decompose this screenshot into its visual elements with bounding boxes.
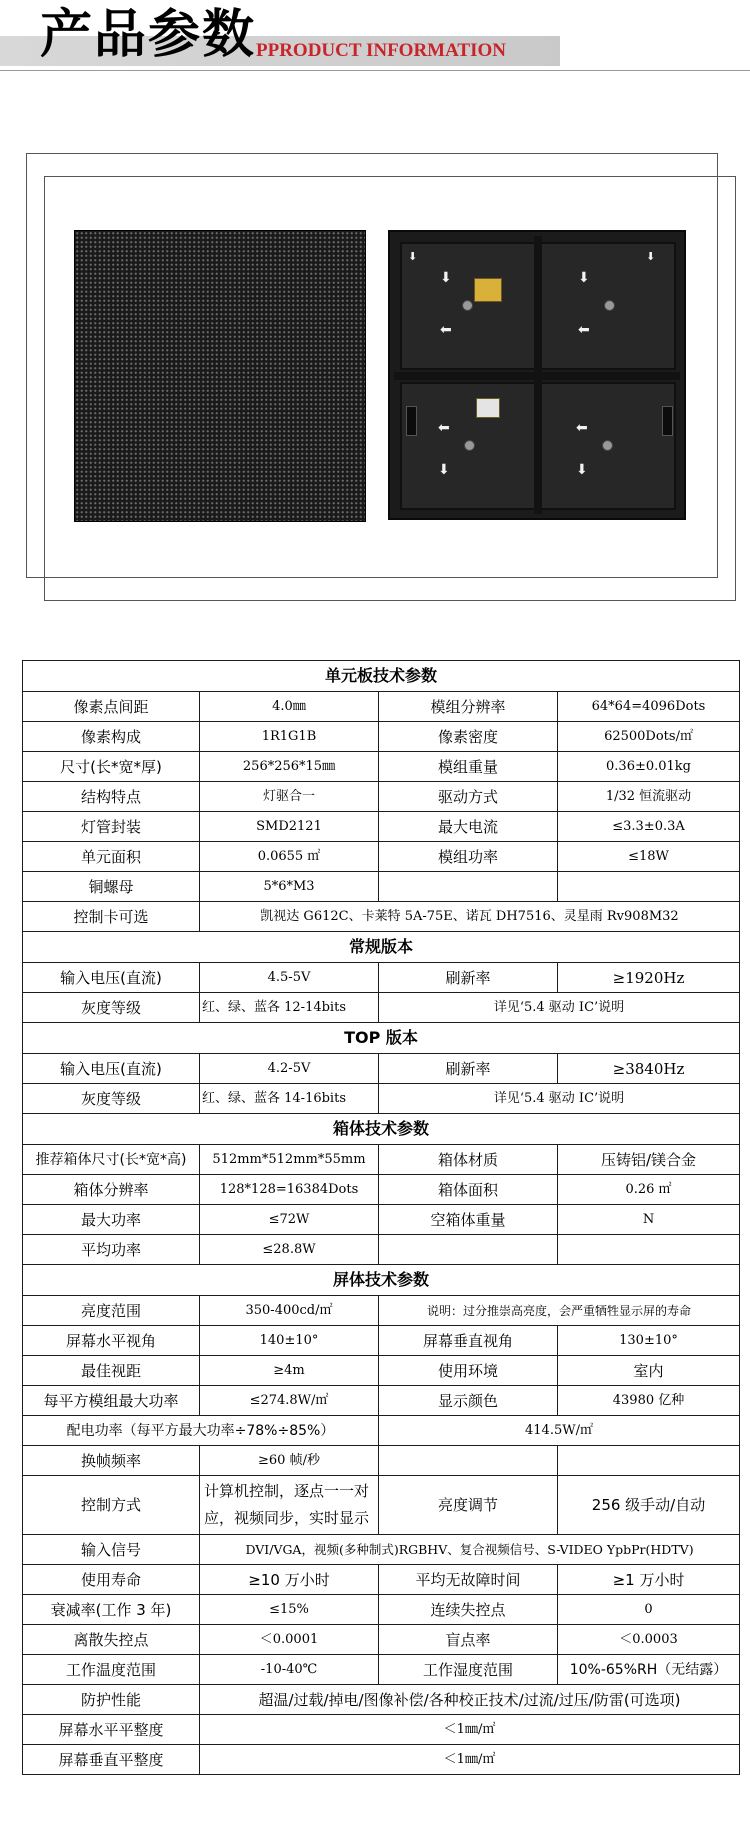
table-row bbox=[23, 1685, 740, 1715]
table-row bbox=[23, 1145, 740, 1175]
spec-value: ＜0.0001 bbox=[200, 1625, 379, 1655]
spec-label: 控制方式 bbox=[23, 1476, 200, 1535]
spec-label bbox=[379, 872, 558, 902]
data-connector bbox=[476, 398, 500, 418]
spec-label: 配电功率（每平方最大功率÷78%÷85%） bbox=[23, 1416, 379, 1446]
spec-value bbox=[558, 872, 740, 902]
spec-value: ≥60 帧/秒 bbox=[200, 1446, 379, 1476]
spec-label: 箱体材质 bbox=[379, 1145, 558, 1175]
spec-label: 显示颜色 bbox=[379, 1386, 558, 1416]
spec-label: 结构特点 bbox=[23, 782, 200, 812]
chip-icon bbox=[406, 406, 417, 436]
spec-label: 屏幕水平视角 bbox=[23, 1326, 200, 1356]
spec-value: 详见‘5.4 驱动 IC’说明 bbox=[379, 1084, 740, 1114]
table-row bbox=[23, 1296, 740, 1326]
spec-label: 铜螺母 bbox=[23, 872, 200, 902]
down-arrow-icon: ⬇ bbox=[440, 270, 452, 286]
spec-label: 屏幕垂直平整度 bbox=[23, 1745, 200, 1775]
table-row bbox=[23, 1655, 740, 1685]
spec-label: 输入电压(直流) bbox=[23, 1054, 200, 1084]
spec-value: 0.0655 ㎡ bbox=[200, 842, 379, 872]
table-row bbox=[23, 1476, 740, 1535]
spec-label: 箱体分辨率 bbox=[23, 1175, 200, 1205]
spec-value: ≥1920Hz bbox=[558, 963, 740, 993]
spec-value: N bbox=[558, 1205, 740, 1235]
spec-label: 刷新率 bbox=[379, 1054, 558, 1084]
spec-label: 灰度等级 bbox=[23, 1084, 200, 1114]
banner-divider bbox=[0, 70, 750, 71]
table-row bbox=[23, 902, 740, 932]
table-row bbox=[23, 1205, 740, 1235]
spec-label: 灰度等级 bbox=[23, 993, 200, 1023]
table-row bbox=[23, 812, 740, 842]
spec-value: 灯驱合一 bbox=[200, 782, 379, 812]
table-row bbox=[23, 1715, 740, 1745]
section-title-regular: 常规版本 bbox=[23, 932, 740, 963]
back-quadrant bbox=[400, 242, 536, 370]
spec-value: ≤18W bbox=[558, 842, 740, 872]
spec-value: ≥1 万小时 bbox=[558, 1565, 740, 1595]
spec-label: 空箱体重量 bbox=[379, 1205, 558, 1235]
table-row bbox=[23, 1745, 740, 1775]
spec-value: 凯视达 G612C、卡莱特 5A-75E、诺瓦 DH7516、灵星雨 Rv908M32 bbox=[200, 902, 740, 932]
table-row bbox=[23, 1084, 740, 1114]
power-connector bbox=[474, 278, 502, 302]
table-row bbox=[23, 1175, 740, 1205]
spec-value: DVI/VGA，视频(多种制式)RGBHV、复合视频信号、S-VIDEO YpbPr(HDTV) bbox=[200, 1535, 740, 1565]
spec-label: 衰减率(工作 3 年) bbox=[23, 1595, 200, 1625]
spec-label: 输入信号 bbox=[23, 1535, 200, 1565]
spec-value: 0 bbox=[558, 1595, 740, 1625]
table-row bbox=[23, 1595, 740, 1625]
spec-value: ≤15% bbox=[200, 1595, 379, 1625]
spec-label: 推荐箱体尺寸(长*宽*高) bbox=[23, 1145, 200, 1175]
spec-note: 说明：过分推崇高亮度，会严重牺牲显示屏的寿命 bbox=[379, 1296, 740, 1326]
back-quadrant bbox=[540, 242, 676, 370]
spec-label: 使用寿命 bbox=[23, 1565, 200, 1595]
spec-label: 像素密度 bbox=[379, 722, 558, 752]
spec-label: 灯管封装 bbox=[23, 812, 200, 842]
spec-table bbox=[22, 660, 740, 1775]
table-row bbox=[23, 752, 740, 782]
spec-label: 工作温度范围 bbox=[23, 1655, 200, 1685]
spec-value: ≥10 万小时 bbox=[200, 1565, 379, 1595]
table-row bbox=[23, 993, 740, 1023]
led-module-front-image bbox=[74, 230, 366, 522]
page-subtitle: PPRODUCT INFORMATION bbox=[256, 40, 506, 61]
spec-label: 屏幕水平平整度 bbox=[23, 1715, 200, 1745]
spec-value: ≤274.8W/㎡ bbox=[200, 1386, 379, 1416]
spec-label bbox=[379, 1235, 558, 1265]
down-arrow-icon: ⬇ bbox=[408, 250, 418, 263]
down-arrow-icon: ⬇ bbox=[576, 462, 588, 478]
spec-label: 工作湿度范围 bbox=[379, 1655, 558, 1685]
down-arrow-icon: ⬇ bbox=[438, 462, 450, 478]
chip-icon bbox=[662, 406, 673, 436]
table-row bbox=[23, 1535, 740, 1565]
table-row bbox=[23, 692, 740, 722]
table-row bbox=[23, 1386, 740, 1416]
spec-value: 256*256*15㎜ bbox=[200, 752, 379, 782]
table-row bbox=[23, 1416, 740, 1446]
spec-value: SMD2121 bbox=[200, 812, 379, 842]
left-arrow-icon: ⬅ bbox=[576, 420, 588, 436]
spec-value bbox=[558, 1446, 740, 1476]
spec-label: 最佳视距 bbox=[23, 1356, 200, 1386]
spec-label: 箱体面积 bbox=[379, 1175, 558, 1205]
spec-value: 详见‘5.4 驱动 IC’说明 bbox=[379, 993, 740, 1023]
screw-icon bbox=[462, 300, 473, 311]
spec-value: ＜1㎜/㎡ bbox=[200, 1715, 740, 1745]
table-row bbox=[23, 722, 740, 752]
spec-label: 亮度调节 bbox=[379, 1476, 558, 1535]
spec-label: 连续失控点 bbox=[379, 1595, 558, 1625]
spec-label: 尺寸(长*宽*厚) bbox=[23, 752, 200, 782]
table-row bbox=[23, 872, 740, 902]
spec-value: ＜0.0003 bbox=[558, 1625, 740, 1655]
table-row bbox=[23, 1625, 740, 1655]
spec-value: ≤3.3±0.3A bbox=[558, 812, 740, 842]
spec-label: 亮度范围 bbox=[23, 1296, 200, 1326]
spec-label: 盲点率 bbox=[379, 1625, 558, 1655]
spec-value: 室内 bbox=[558, 1356, 740, 1386]
table-row bbox=[23, 842, 740, 872]
spec-value: 350-400cd/㎡ bbox=[200, 1296, 379, 1326]
spec-value: ≥3840Hz bbox=[558, 1054, 740, 1084]
table-row bbox=[23, 1356, 740, 1386]
spec-value: 512mm*512mm*55mm bbox=[200, 1145, 379, 1175]
spec-value: 4.2-5V bbox=[200, 1054, 379, 1084]
spec-value: ≤28.8W bbox=[200, 1235, 379, 1265]
spec-value: 10%-65%RH（无结露） bbox=[558, 1655, 740, 1685]
left-arrow-icon: ⬅ bbox=[438, 420, 450, 436]
spec-label: 平均功率 bbox=[23, 1235, 200, 1265]
spec-value: 压铸铝/镁合金 bbox=[558, 1145, 740, 1175]
spec-label: 模组重量 bbox=[379, 752, 558, 782]
back-quadrant bbox=[540, 382, 676, 510]
spec-value: 红、绿、蓝各 12-14bits bbox=[200, 993, 379, 1023]
spec-value: 256 级手动/自动 bbox=[558, 1476, 740, 1535]
spec-label: 离散失控点 bbox=[23, 1625, 200, 1655]
left-arrow-icon: ⬅ bbox=[578, 322, 590, 338]
spec-label: 屏幕垂直视角 bbox=[379, 1326, 558, 1356]
spec-value: 5*6*M3 bbox=[200, 872, 379, 902]
spec-label: 最大电流 bbox=[379, 812, 558, 842]
spec-value: ＜1㎜/㎡ bbox=[200, 1745, 740, 1775]
spec-label: 最大功率 bbox=[23, 1205, 200, 1235]
table-row bbox=[23, 1054, 740, 1084]
led-module-back-image bbox=[388, 230, 686, 520]
spec-value: 140±10° bbox=[200, 1326, 379, 1356]
spec-label: 使用环境 bbox=[379, 1356, 558, 1386]
table-row bbox=[23, 1446, 740, 1476]
spec-value: 1R1G1B bbox=[200, 722, 379, 752]
table-row bbox=[23, 1565, 740, 1595]
spec-value: 130±10° bbox=[558, 1326, 740, 1356]
section-title-screen: 屏体技术参数 bbox=[23, 1265, 740, 1296]
section-title-cabinet: 箱体技术参数 bbox=[23, 1114, 740, 1145]
spec-label: 模组功率 bbox=[379, 842, 558, 872]
page-title: 产品参数 bbox=[40, 4, 257, 65]
section-title-top: TOP 版本 bbox=[23, 1023, 740, 1054]
screw-icon bbox=[464, 440, 475, 451]
spec-label: 控制卡可选 bbox=[23, 902, 200, 932]
spec-value: 62500Dots/㎡ bbox=[558, 722, 740, 752]
down-arrow-icon: ⬇ bbox=[646, 250, 656, 263]
screw-icon bbox=[602, 440, 613, 451]
spec-value: 1/32 恒流驱动 bbox=[558, 782, 740, 812]
table-row bbox=[23, 1235, 740, 1265]
screw-icon bbox=[604, 300, 615, 311]
spec-value: -10-40℃ bbox=[200, 1655, 379, 1685]
spec-value: 43980 亿种 bbox=[558, 1386, 740, 1416]
spec-label: 像素构成 bbox=[23, 722, 200, 752]
spec-label: 刷新率 bbox=[379, 963, 558, 993]
spec-value: 超温/过载/掉电/图像补偿/各种校正技术/过流/过压/防雷(可选项) bbox=[200, 1685, 740, 1715]
down-arrow-icon: ⬇ bbox=[578, 270, 590, 286]
spec-value: ≤72W bbox=[200, 1205, 379, 1235]
spec-label: 像素点间距 bbox=[23, 692, 200, 722]
spec-label: 单元面积 bbox=[23, 842, 200, 872]
spec-label: 每平方模组最大功率 bbox=[23, 1386, 200, 1416]
spec-value: 414.5W/㎡ bbox=[379, 1416, 740, 1446]
spec-value: ≥4m bbox=[200, 1356, 379, 1386]
spec-label: 防护性能 bbox=[23, 1685, 200, 1715]
spec-label: 换帧频率 bbox=[23, 1446, 200, 1476]
left-arrow-icon: ⬅ bbox=[440, 322, 452, 338]
spec-label: 驱动方式 bbox=[379, 782, 558, 812]
spec-value: 4.5-5V bbox=[200, 963, 379, 993]
spec-label: 模组分辨率 bbox=[379, 692, 558, 722]
spec-value: 红、绿、蓝各 14-16bits bbox=[200, 1084, 379, 1114]
spec-label: 输入电压(直流) bbox=[23, 963, 200, 993]
spec-label bbox=[379, 1446, 558, 1476]
spec-value: 0.26 ㎡ bbox=[558, 1175, 740, 1205]
table-row bbox=[23, 963, 740, 993]
spec-value: 64*64=4096Dots bbox=[558, 692, 740, 722]
spec-value: 计算机控制，逐点一一对应，视频同步，实时显示 bbox=[200, 1476, 379, 1535]
table-row bbox=[23, 1326, 740, 1356]
spec-value bbox=[558, 1235, 740, 1265]
section-title-unit: 单元板技术参数 bbox=[23, 661, 740, 692]
header-banner bbox=[0, 0, 750, 78]
table-row bbox=[23, 782, 740, 812]
spec-value: 128*128=16384Dots bbox=[200, 1175, 379, 1205]
spec-value: 4.0㎜ bbox=[200, 692, 379, 722]
frame-rib bbox=[534, 236, 542, 514]
spec-label: 平均无故障时间 bbox=[379, 1565, 558, 1595]
spec-value: 0.36±0.01kg bbox=[558, 752, 740, 782]
back-quadrant bbox=[400, 382, 536, 510]
